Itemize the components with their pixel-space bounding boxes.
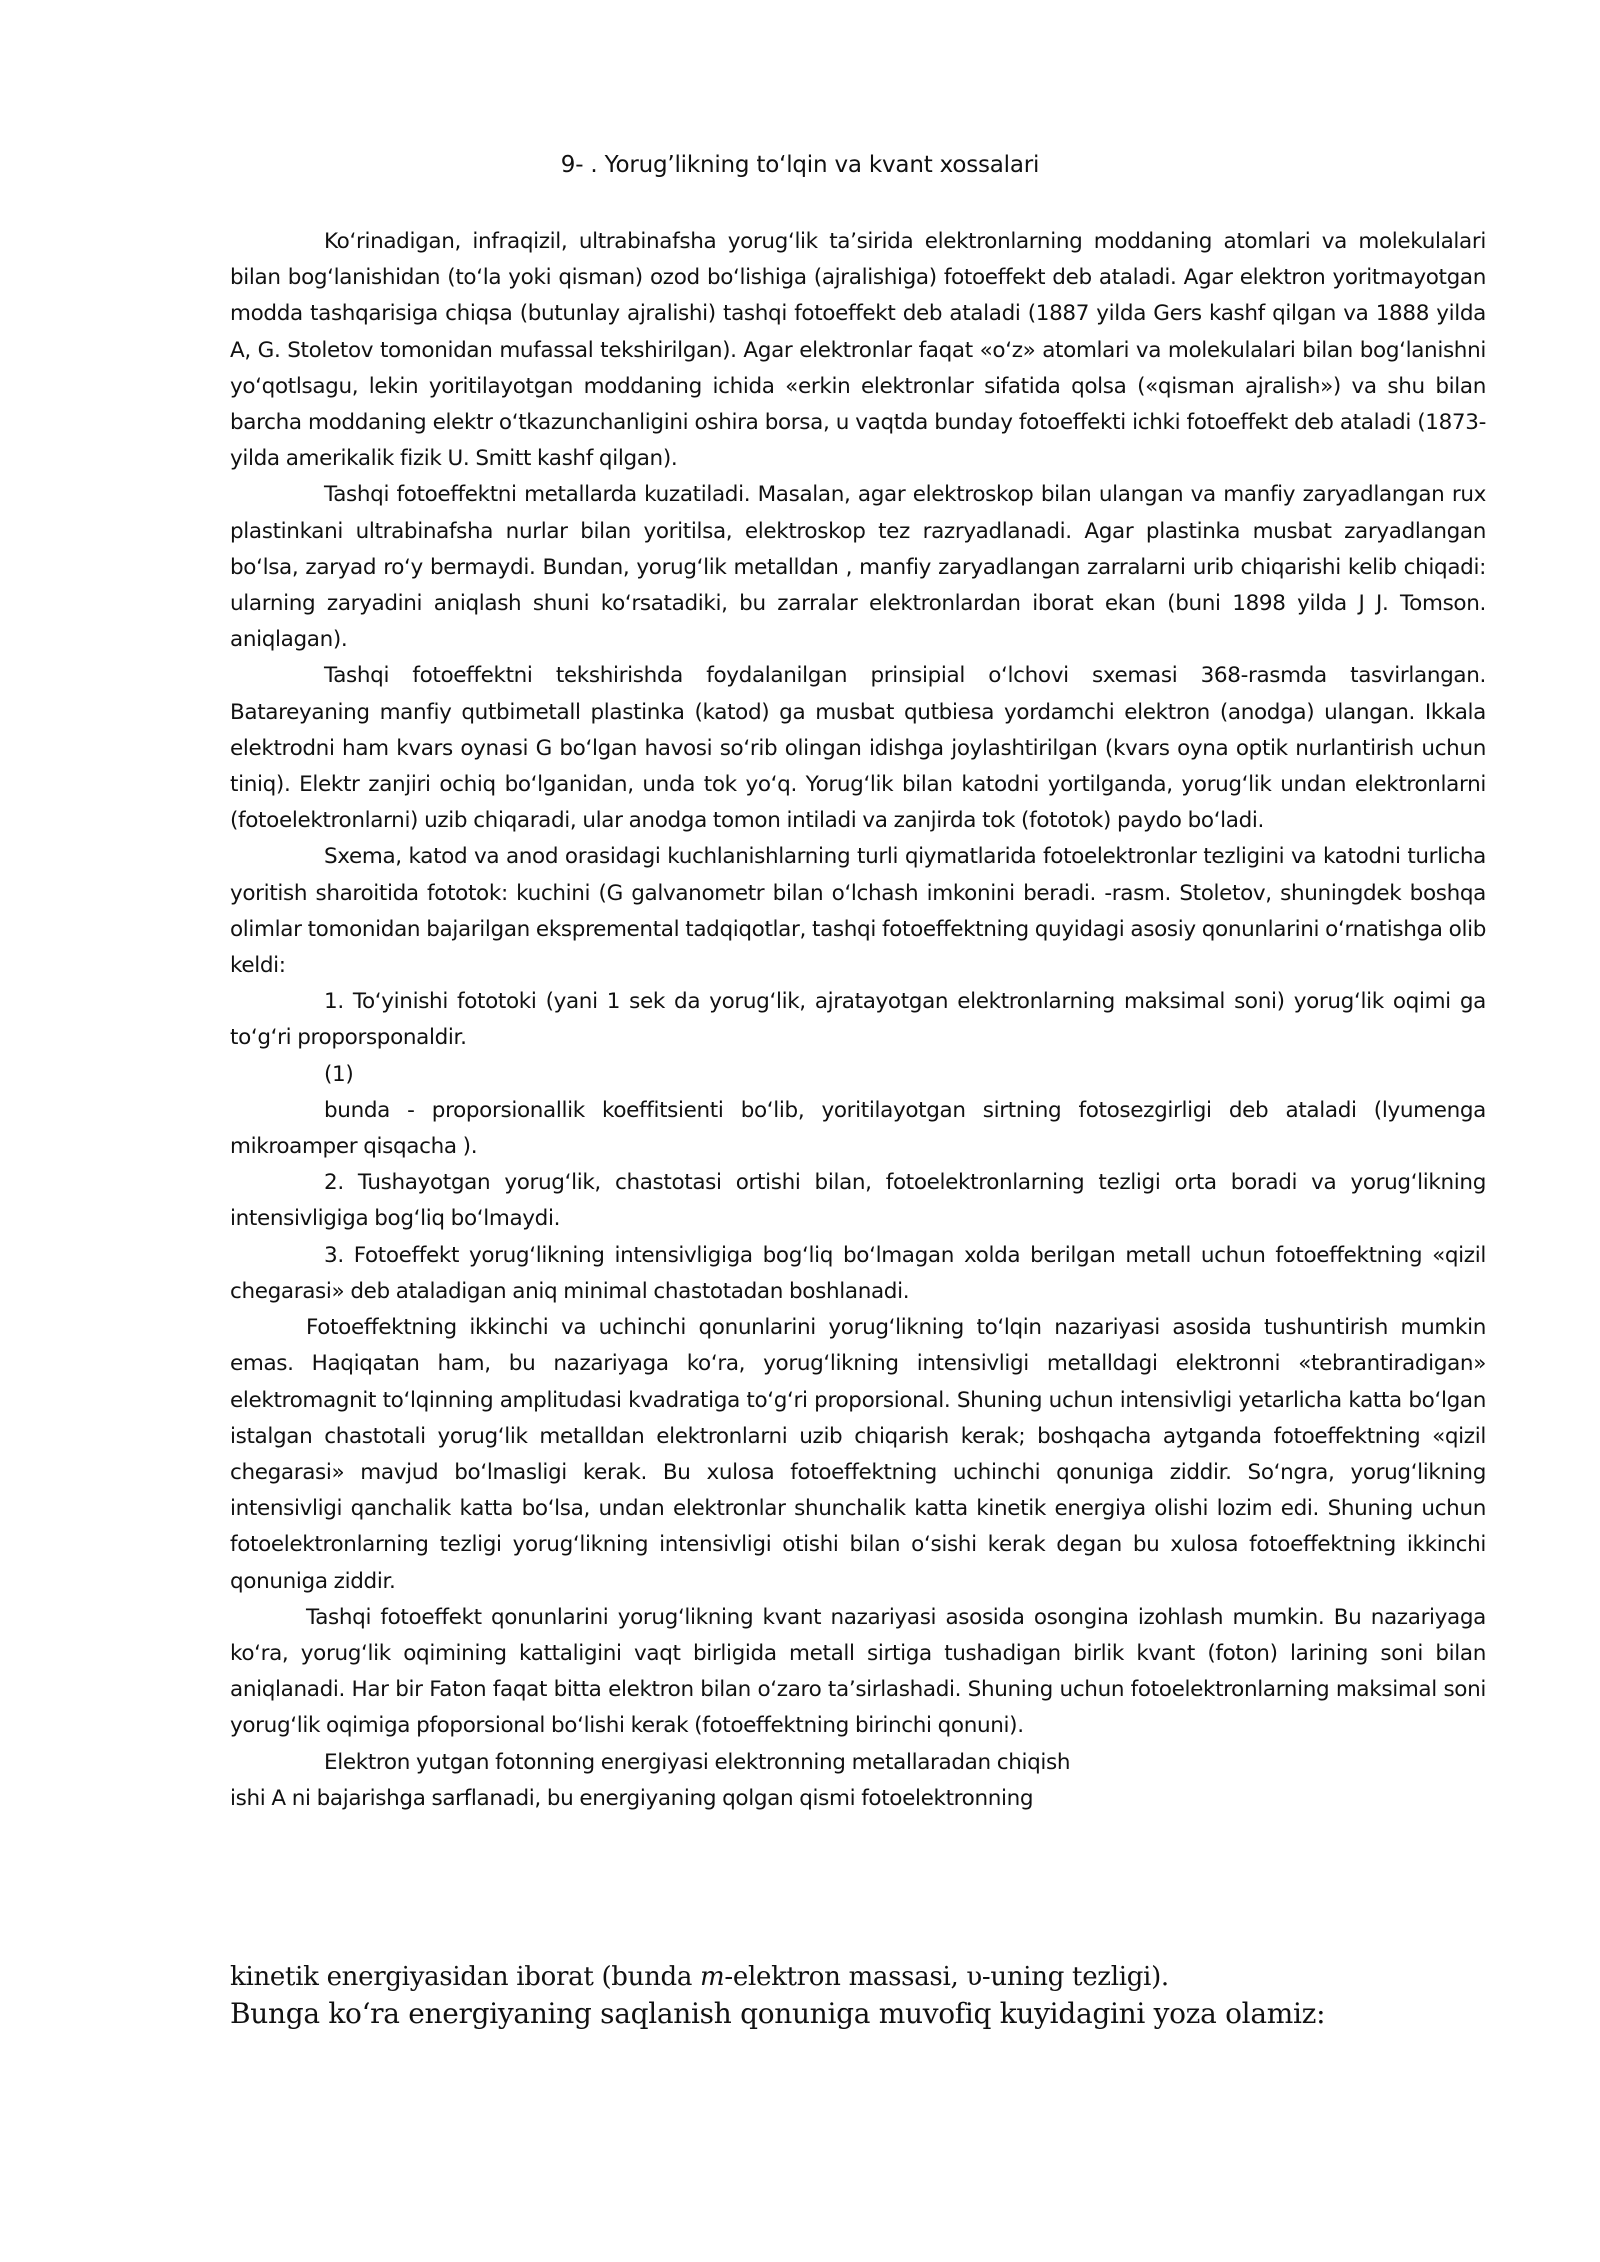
paragraph-photon-energy-line-1: Elektron yutgan fotonning energiyasi elektronning metallaradan chiqish <box>324 1749 1071 1775</box>
paragraph-stoletov-laws: Sxema, katod va anod orasidagi kuchlanishlarning turli qiymatlarida fotoelektronlar tezligini va katodni turlicha yoritish sharoitida fototok: kuchini (G galvanometr bilan o‘lchash imkonini beradi. -rasm. Stoletov, shuningdek boshqa olimlar tomonidan bajarilgan ekspremental tadqiqotlar, tashqi fotoeffektning quyidagi asosiy qonunlarini o‘rnatishga olib keldi: <box>230 844 1486 979</box>
kinetic-energy-line <box>230 1960 1486 1994</box>
mass-symbol: m <box>700 1962 725 1992</box>
paragraph-scheme: Tashqi fotoeffektni tekshirishda foydalanilgan prinsipial o‘lchovi sxemasi 368-rasmda tasvirlangan. Batareyaning manfiy qutbimetall plastinka (katod) ga musbat qutbiesa yordamchi elektron (anodga) ulangan. Ikkala elektrodni ham kvars oynasi G bo‘lgan havosi so‘rib olingan idishga joylashtirilgan (kvars oyna optik nurlantirish uchun tiniq). Elektr zanjiri ochiq bo‘lganidan, unda tok yo‘q. Yorug‘lik bilan katodni yortilganda, yorug‘lik undan elektronlarni (fotoelektronlarni) uzib chiqaradi, ular anodga tomon intiladi va zanjirda tok (fototok) paydo bo‘ladi. <box>230 663 1486 834</box>
document-body <box>230 224 1486 1817</box>
formula-number-1: (1) <box>324 1061 354 1087</box>
paragraph-law-3: 3. Fotoeffekt yorug‘likning intensivligiga bog‘liq bo‘lmagan xolda berilgan metall uchun fotoeffektning «qizil chegarasi» deb ataladigan aniq minimal chastotadan boshlanadi. <box>230 1242 1486 1304</box>
paragraph-law-1: 1. To‘yinishi fototoki (yani 1 sek da yorug‘lik, ajratayotgan elektronlarning maksimal soni) yorug‘lik oqimi ga to‘g‘ri proporsponaldir. <box>230 989 1486 1051</box>
paragraph-wave-theory: Fotoeffektning ikkinchi va uchinchi qonunlarini yorug‘likning to‘lqin nazariyasi asosida tushuntirish mumkin emas. Haqiqatan ham, bu nazariyaga ko‘ra, yorug‘likning intensivligi metalldagi elektronni «tebrantiradigan» elektromagnit to‘lqinning amplitudasi kvadratiga to‘g‘ri proporsional. Shuning uchun intensivligi yetarlicha katta bo‘lgan istalgan chastotali yorug‘lik metalldan elektronlarni uzib chiqarish kerak; boshqacha aytganda fotoeffektning «qizil chegarasi» mavjud bo‘lmasligi kerak. Bu xulosa fotoeffektning uchinchi qonuniga ziddir. So‘ngra, yorug‘likning intensivligi qanchalik katta bo‘lsa, undan elektronlar shunchalik katta kinetik energiya olishi lozim edi. Shuning uchun fotoelektronlarning tezligi yorug‘likning intensivligi otishi bilan o‘sishi kerak degan bu xulosa fotoeffektning ikkinchi qonuniga ziddir. <box>230 1315 1486 1594</box>
paragraph-photoeffect-definition: Ko‘rinadigan, infraqizil, ultrabinafsha yorug‘lik ta’sirida elektronlarning moddaning atomlari va molekulalari bilan bog‘lanishidan (to‘la yoki qisman) ozod bo‘lishiga (ajralishiga) fotoeffekt deb ataladi. Agar elektron yoritmayotgan modda tashqarisiga chiqsa (butunlay ajralishi) tashqi fotoeffekt deb ataladi (1887 yilda Gers kashf qilgan va 1888 yilda A, G. Stoletov tomonidan mufassal tekshirilgan). Agar elektronlar faqat «o‘z» atomlari va molekulalari bilan bog‘lanishni yo‘qotlsagu, lekin yoritilayotgan moddaning ichida «erkin elektronlar sifatida qolsa («qisman ajralish») va shu bilan barcha moddaning elektr o‘tkazunchanligini oshira borsa, u vaqtda bunday fotoeffekti ichki fotoeffekt deb ataladi (1873-yilda amerikalik fizik U. Smitt kashf qilgan). <box>230 229 1486 472</box>
kinetic-energy-text-before: kinetik energiyasidan iborat (bunda <box>230 1962 701 1992</box>
paragraph-observation: Tashqi fotoeffektni metallarda kuzatiladi. Masalan, agar elektroskop bilan ulangan va manfiy zaryadlangan rux plastinkani ultrabinafsha nurlar bilan yoritilsa, elektroskop tez razryadlanadi. Agar plastinka musbat zaryadlangan bo‘lsa, zaryad ro‘y bermaydi. Bundan, yorug‘lik metalldan , manfiy zaryadlangan zarralarni urib chiqarishi kelib chiqadi: ularning zaryadini aniqlash shuni ko‘rsatadiki, bu zarralar elektronlardan iborat ekan (buni 1898 yilda J J. Tomson. aniqlagan). <box>230 482 1486 653</box>
paragraph-coefficient: bunda - proporsionallik koeffitsienti bo‘lib, yoritilayotgan sirtning fotosezgirligi deb ataladi (lyumenga mikroamper qisqacha ). <box>230 1097 1486 1160</box>
kinetic-energy-text-after: -elektron massasi, υ-uning tezligi). <box>724 1962 1169 1992</box>
document-title: 9- . Yorug’likning to‘lqin va kvant xossalari <box>560 152 1040 178</box>
paragraph-quantum-theory: Tashqi fotoeffekt qonunlarini yorug‘likning kvant nazariyasi asosida osongina izohlash mumkin. Bu nazariyaga ko‘ra, yorug‘lik oqimining kattaligini vaqt birligida metall sirtiga tushadigan birlik kvant (foton) larining soni bilan aniqlanadi. Har bir Faton faqat bitta elektron bilan o‘zaro ta’sirlashadi. Shuning uchun fotoelektronlarning maksimal soni yorug‘lik oqimiga pfoporsional bo‘lishi kerak (fotoeffektning birinchi qonuni). <box>230 1604 1486 1739</box>
energy-conservation-line: Bunga ko‘ra energiyaning saqlanish qonuniga muvofiq kuyidagini yoza olamiz: <box>230 1997 1326 2030</box>
paragraph-law-2: 2. Tushayotgan yorug‘lik, chastotasi ortishi bilan, fotoelektronlarning tezligi orta boradi va yorug‘likning intensivligiga bog‘liq bo‘lmaydi. <box>230 1170 1486 1232</box>
paragraph-photon-energy-line-2: ishi A ni bajarishga sarflanadi, bu energiyaning qolgan qismi fotoelektronning <box>230 1785 1034 1811</box>
